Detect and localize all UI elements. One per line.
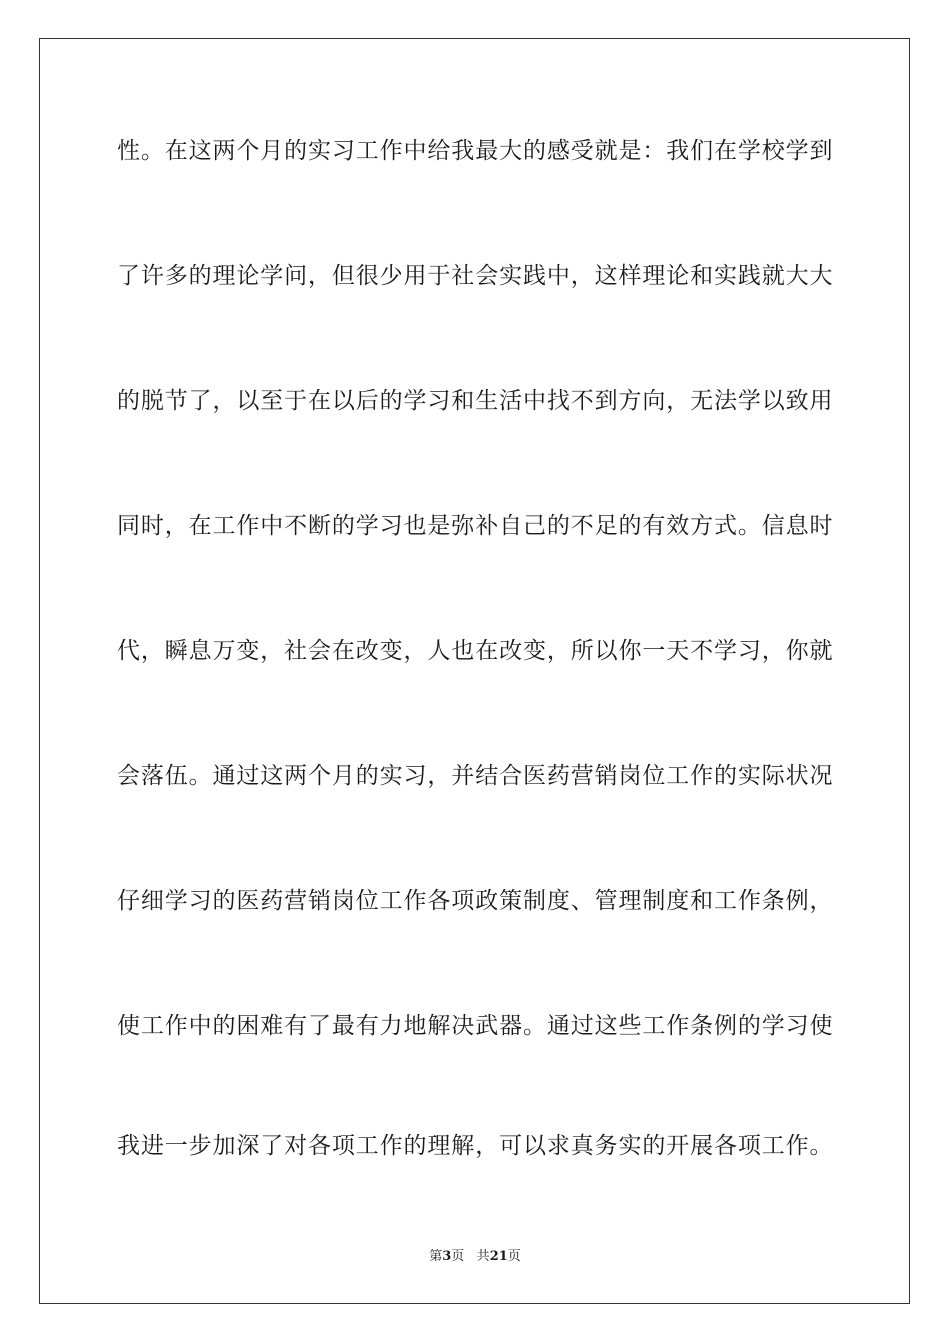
page-border [39,38,910,1304]
total-prefix: 共 [476,1249,490,1264]
total-pages: 21 [489,1249,508,1264]
paragraph-line: 的脱节了，以至于在以后的学习和生活中找不到方向，无法学以致用 [117,388,833,414]
paragraph-line: 了许多的理论学问，但很少用于社会实践中，这样理论和实践就大大 [117,263,833,289]
page-number: 3 [442,1249,452,1264]
paragraph-line: 同时，在工作中不断的学习也是弥补自己的不足的有效方式。信息时 [117,513,833,539]
paragraph-line: 性。在这两个月的实习工作中给我最大的感受就是：我们在学校学到 [117,138,833,164]
footer-separator [464,1249,476,1264]
paragraph-line: 仔细学习的医药营销岗位工作各项政策制度、管理制度和工作条例， [117,888,833,914]
paragraph-line: 使工作中的困难有了最有力地解决武器。通过这些工作条例的学习使 [117,1013,833,1039]
paragraph-line: 代，瞬息万变，社会在改变，人也在改变，所以你一天不学习，你就 [117,638,833,664]
page-footer [0,1248,950,1266]
total-suffix: 页 [507,1249,521,1264]
page-suffix: 页 [451,1249,465,1264]
paragraph-line: 我进一步加深了对各项工作的理解，可以求真务实的开展各项工作。 [117,1133,833,1159]
paragraph-line: 会落伍。通过这两个月的实习，并结合医药营销岗位工作的实际状况 [117,763,833,789]
page-prefix: 第 [429,1249,443,1264]
